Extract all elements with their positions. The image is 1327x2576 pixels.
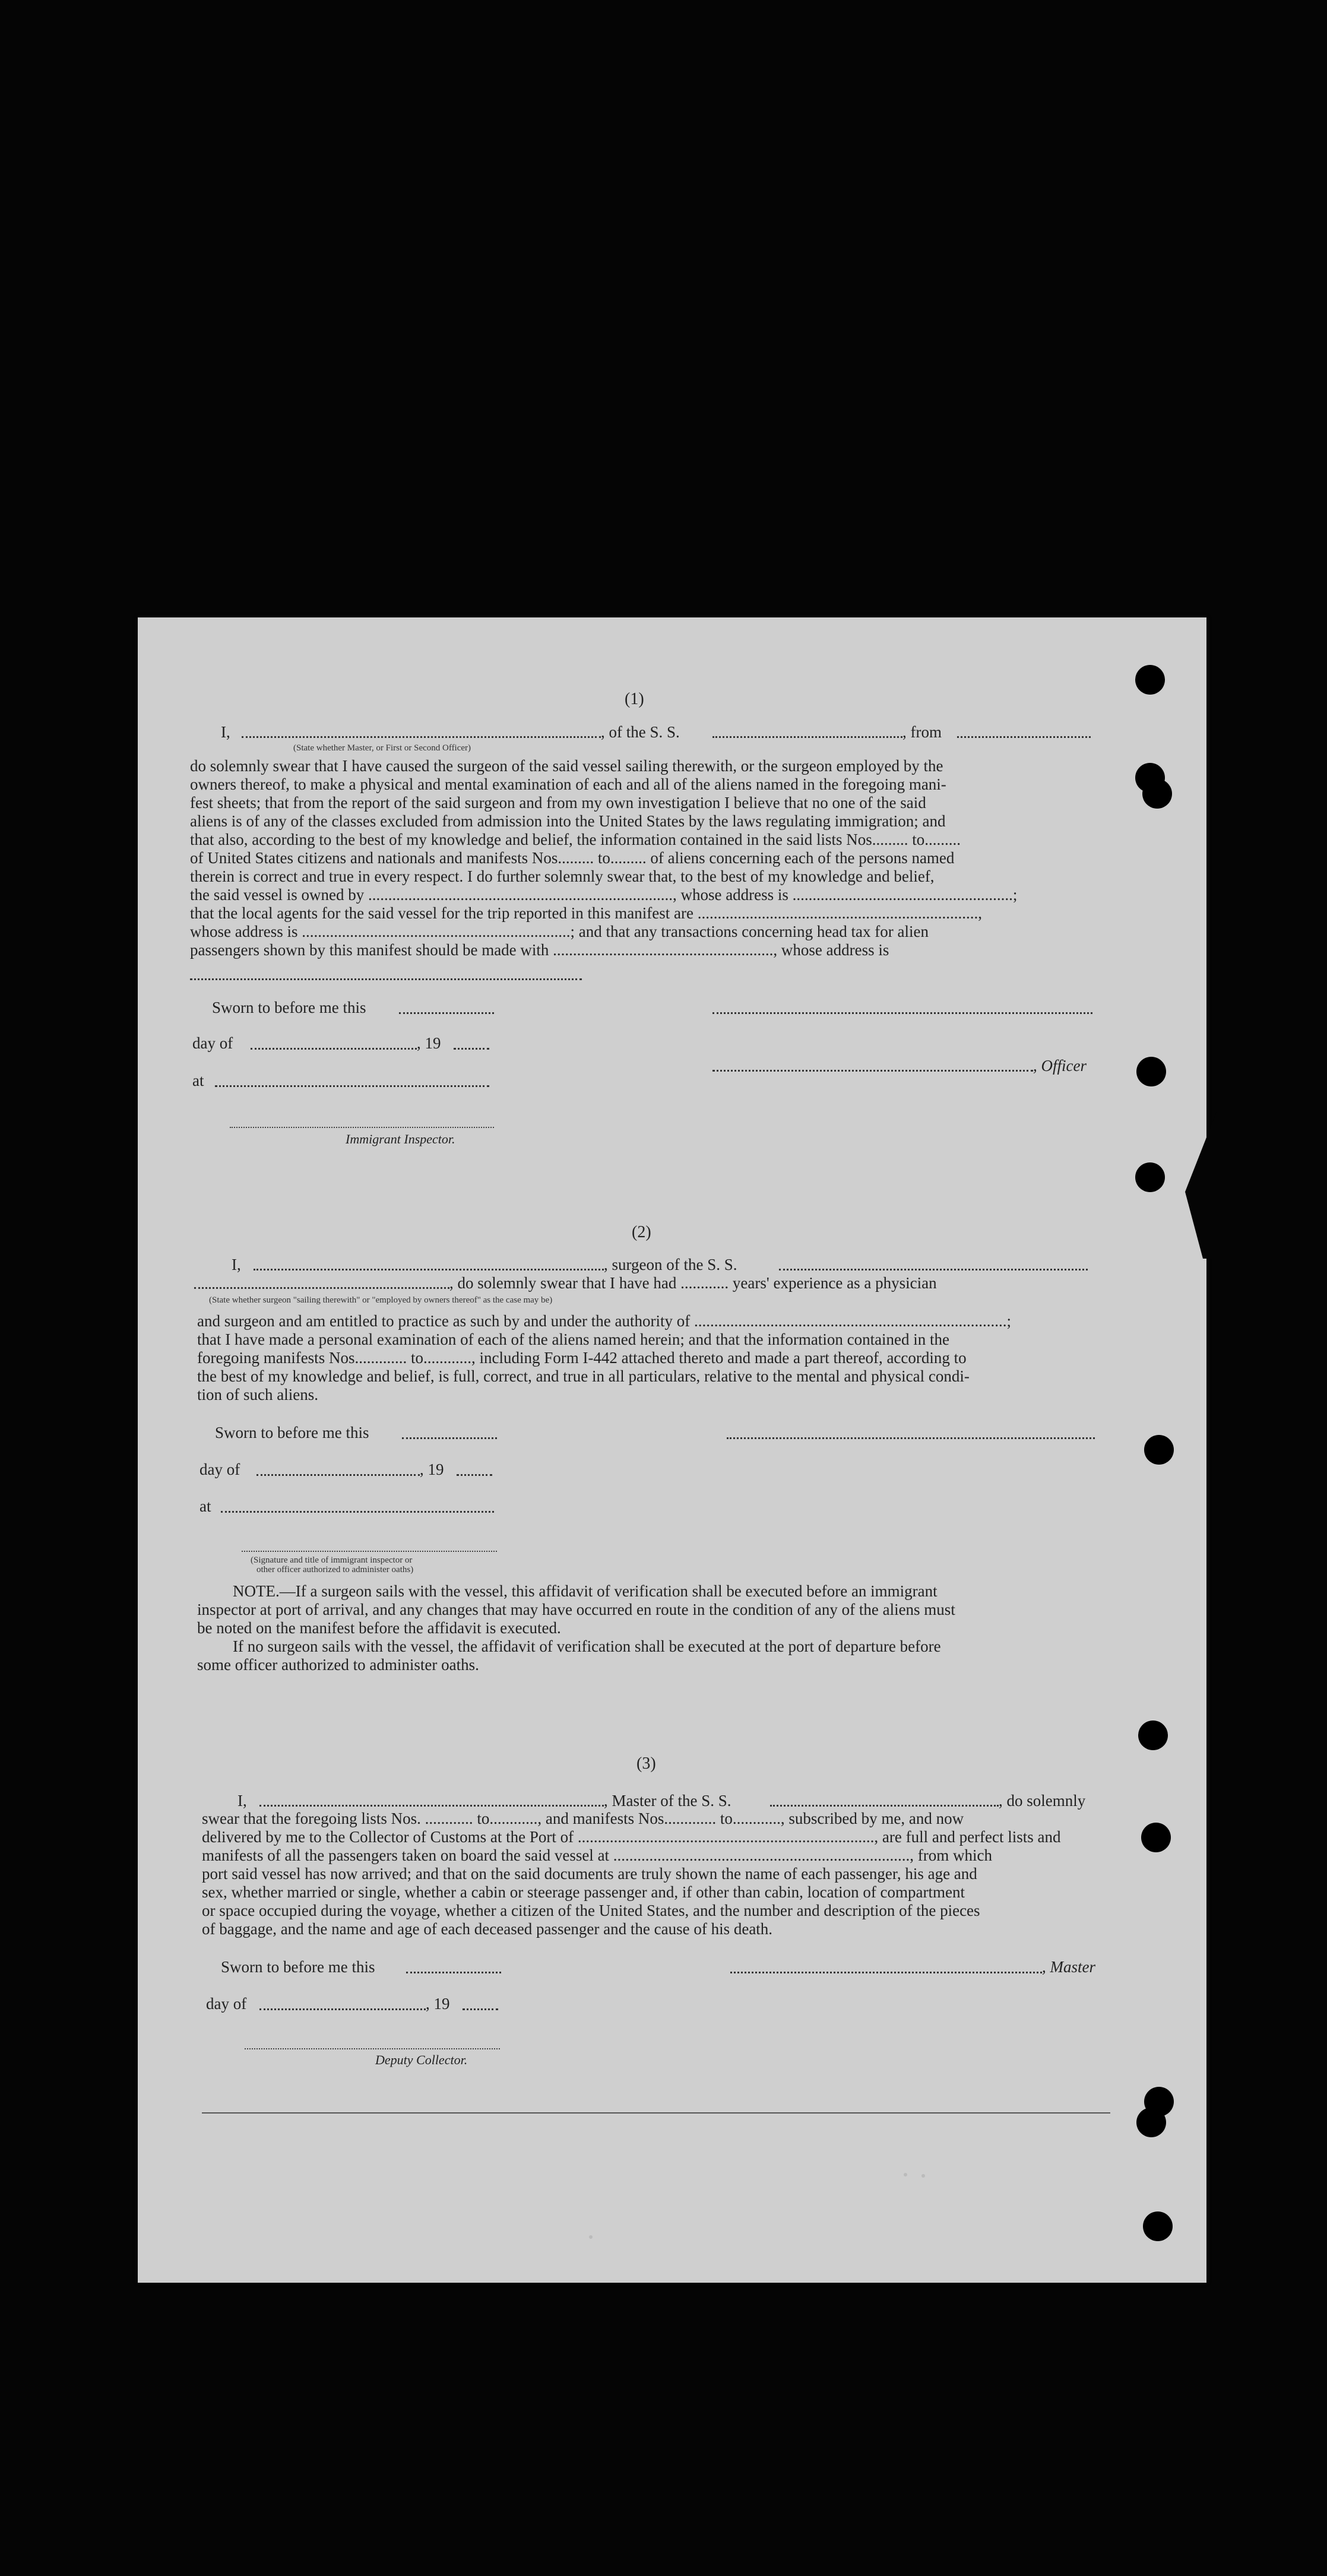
year-field[interactable] bbox=[454, 1048, 489, 1050]
collector-signature-field[interactable] bbox=[245, 2048, 500, 2049]
day-of-label: day of bbox=[199, 1460, 240, 1478]
punch-hole bbox=[1143, 2211, 1173, 2241]
master-ship-label: , Master of the S. S. bbox=[604, 1792, 731, 1810]
surgeon-note: NOTE.—If a surgeon sails with the vessel, this affidavit of verification shall be executed before an immigrant inspector at port of arrival, and any changes that may have occurred en route in the condition of any of the aliens must be noted on the manifest before the affidavit is executed. If no surgeon sails with the vessel, the affidavit of verification shall be executed at the port of departure before some officer authorized to administer oaths. bbox=[197, 1582, 955, 1674]
punch-hole bbox=[1144, 1435, 1174, 1465]
manifest-page bbox=[138, 617, 1206, 2283]
surgeon-signature-field[interactable] bbox=[727, 1437, 1095, 1439]
section-number: (2) bbox=[632, 1223, 651, 1241]
punch-hole bbox=[1136, 1057, 1166, 1086]
day-month-field[interactable] bbox=[259, 2008, 426, 2010]
surgeon-ship-label: , surgeon of the S. S. bbox=[604, 1256, 737, 1273]
inspector-signature-field[interactable] bbox=[230, 1127, 494, 1128]
officer-signature-field[interactable] bbox=[242, 1551, 497, 1552]
section-number: (1) bbox=[625, 690, 644, 708]
punch-hole bbox=[1136, 2108, 1166, 2137]
declarant-label: I, bbox=[237, 1792, 247, 1810]
declarant-label: I, bbox=[221, 723, 230, 741]
officer-signature-field[interactable] bbox=[712, 1012, 1092, 1014]
year-label: , 19 bbox=[420, 1460, 444, 1478]
master-label: , Master bbox=[1042, 1958, 1095, 1976]
master-ship-field[interactable] bbox=[770, 1805, 999, 1807]
punch-hole bbox=[1142, 779, 1172, 809]
paper-speck bbox=[904, 2173, 907, 2176]
at-label: at bbox=[199, 1497, 211, 1515]
collector-label: Deputy Collector. bbox=[375, 2052, 468, 2067]
punch-hole bbox=[1135, 1162, 1165, 1192]
sworn-date-field[interactable] bbox=[406, 1972, 501, 1973]
at-place-field[interactable] bbox=[215, 1085, 489, 1087]
section2-body: and surgeon and am entitled to practice as such by and under the authority of ..............................................................................; that I have made a personal examination of each of the aliens named herein; and that the information contained in the foregoing manifests Nos............. to............, including Form I-442 attached thereto and made a part thereof, according to the best of my knowledge and belief, is full, correct, and true in all particulars, relative to the mental and physical condi- tion of such aliens. bbox=[197, 1312, 1012, 1403]
day-of-label: day of bbox=[206, 1995, 247, 2013]
punch-hole bbox=[1135, 665, 1165, 695]
master-name-field[interactable] bbox=[259, 1805, 604, 1807]
punch-hole bbox=[1138, 1720, 1168, 1750]
day-of-label: day of bbox=[192, 1034, 233, 1052]
year-label: , 19 bbox=[417, 1034, 441, 1052]
paper-speck bbox=[589, 2235, 593, 2239]
year-field[interactable] bbox=[457, 1474, 492, 1476]
surgeon-name-field[interactable] bbox=[254, 1269, 604, 1270]
year-field[interactable] bbox=[463, 2008, 498, 2010]
section3-body: swear that the foregoing lists Nos. ............ to............, and manifests Nos............. to............, subscribed by me, and now delivered by me to the Collector of Customs at the Port of .........................................................................., are full and perfect lists and manifests of all the passengers taken on board the said vessel at .........................................................................., from which port said vessel has now arrived; and that on the said documents are truly shown the name of each passenger, his age and sex, whether married or single, whether a cabin or steerage passenger and, if other than cabin, location of compartment or space occupied during the voyage, whether a citizen of the United States, and the number and description of the pieces of baggage, and the name and age of each deceased passenger and the cause of his death. bbox=[202, 1810, 1061, 1938]
master-signature-field[interactable] bbox=[730, 1972, 1042, 1973]
sailing-note: (State whether surgeon "sailing therewith" or "employed by owners thereof" as the case may be) bbox=[209, 1295, 553, 1305]
day-month-field[interactable] bbox=[251, 1048, 417, 1050]
sworn-label: Sworn to before me this bbox=[215, 1424, 369, 1441]
year-label: , 19 bbox=[426, 1995, 450, 2013]
experience-line: , do solemnly swear that I have had ............ years' experience as a physician bbox=[449, 1274, 937, 1292]
officer-note: (State whether Master, or First or Second Officer) bbox=[293, 743, 471, 753]
sworn-date-field[interactable] bbox=[402, 1437, 497, 1439]
punch-hole bbox=[1141, 1823, 1171, 1852]
solemnly-label: , do solemnly bbox=[999, 1792, 1086, 1810]
at-label: at bbox=[192, 1072, 204, 1089]
sailing-status-field[interactable] bbox=[194, 1287, 449, 1289]
sworn-date-field[interactable] bbox=[399, 1012, 494, 1014]
signature-note: (Signature and title of immigrant inspector or bbox=[251, 1555, 413, 1565]
signature-note: other officer authorized to administer oaths) bbox=[256, 1565, 414, 1574]
day-month-field[interactable] bbox=[256, 1474, 420, 1476]
officer-label: , Officer bbox=[1033, 1057, 1087, 1075]
bottom-rule bbox=[202, 2112, 1110, 2114]
paper-speck bbox=[921, 2174, 925, 2178]
section1-body: do solemnly swear that I have caused the surgeon of the said vessel sailing therewith, or the surgeon employed by the owners thereof, to make a physical and mental examination of each and all of the aliens named in the foregoing mani- fest sheets; that from the report of the said surgeon and from my own investigation I believe that no one of the said aliens is of any of the classes excluded from admission into the United States by the laws regulating immigration; and that also, according to the best of my knowledge and belief, the information contained in the said lists Nos......... to......... of United States citizens and nationals and manifests Nos......... to......... of aliens concerning each of the persons named therein is correct and true in every respect. I do further solemnly swear that, to the best of my knowledge and belief, the said vessel is owned by ............................................................................, whose address is .......................................................; that the local agents for the said vessel for the trip reported in this manifest are ......................................................................, whose address is ...................................................................; and that any transactions concerning head tax for alien passengers shown by this manifest should be made with ......................................................., whose address is bbox=[190, 757, 1018, 959]
declarant-label: I, bbox=[232, 1256, 241, 1273]
address-continuation-field[interactable] bbox=[190, 978, 582, 980]
from-label: , from bbox=[902, 723, 942, 741]
sworn-label: Sworn to before me this bbox=[221, 1958, 375, 1976]
inspector-label: Immigrant Inspector. bbox=[346, 1132, 455, 1146]
sworn-label: Sworn to before me this bbox=[212, 999, 366, 1016]
surgeon-ship-field[interactable] bbox=[779, 1269, 1088, 1270]
ship-label: , of the S. S. bbox=[601, 723, 680, 741]
section-number: (3) bbox=[636, 1754, 656, 1773]
from-port-field[interactable] bbox=[957, 736, 1091, 738]
at-place-field[interactable] bbox=[221, 1511, 494, 1513]
officer-name-field[interactable] bbox=[242, 736, 601, 738]
officer-title-field[interactable] bbox=[712, 1070, 1033, 1072]
ship-name-field[interactable] bbox=[712, 736, 902, 738]
